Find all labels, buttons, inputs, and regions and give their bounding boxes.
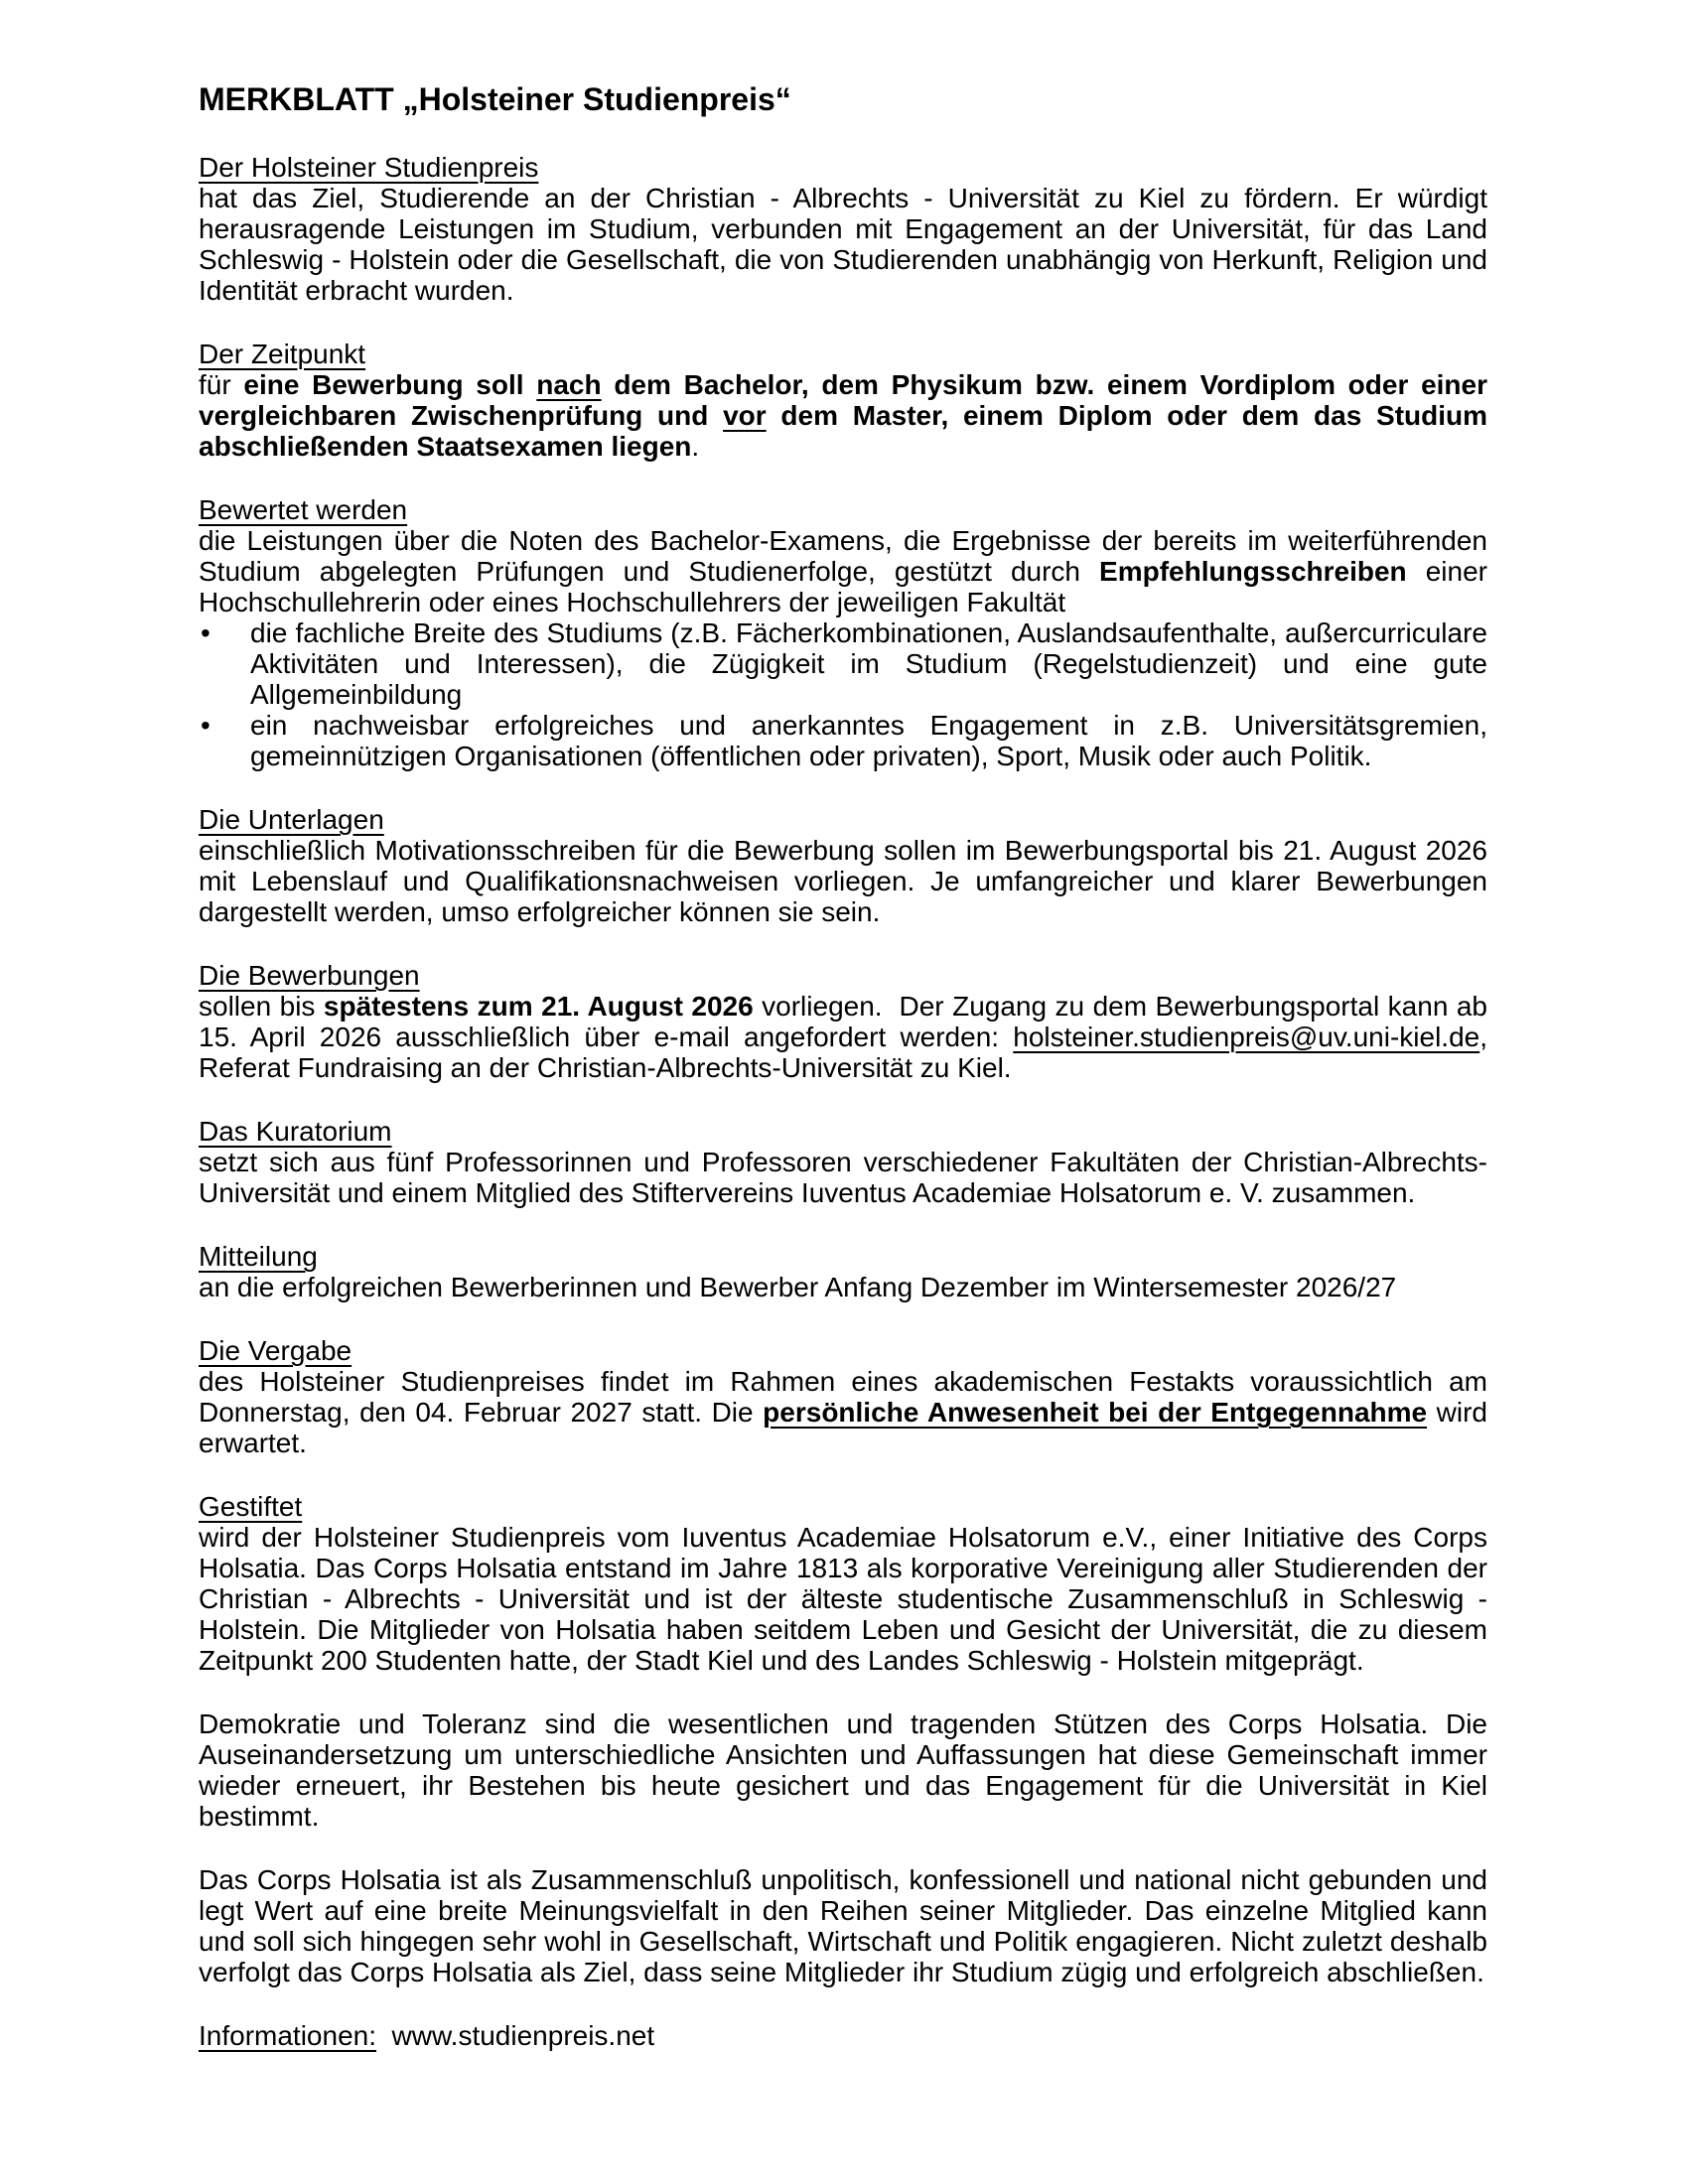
section-heading xyxy=(199,1241,1487,1272)
section xyxy=(199,339,1487,462)
document-content xyxy=(199,152,1487,2051)
section xyxy=(199,1241,1487,1302)
section-heading-text: Der Holsteiner Studienpreis xyxy=(199,152,539,183)
section-heading xyxy=(199,339,1487,369)
section xyxy=(199,804,1487,927)
paragraph xyxy=(199,183,1487,306)
text-run: wird der Holsteiner Studienpreis vom Iuventus Academiae Holsatorum e.V., einer Initiative des Corps Holsatia. Das Corps Holsatia entstand im Jahre 1813 als korporative Vereinigung aller Studierenden der Christian - Albrechts - Universität und ist der älteste studentische Zusammenschluß in Schleswig - Holstein. Die Mitglieder von Holsatia haben seitdem Leben und Gesicht der Universität, die zu diesem Zeitpunkt 200 Studenten hatte, der Stadt Kiel und des Landes Schleswig - Holstein mitgeprägt. xyxy=(199,1522,1487,1676)
bullet-list xyxy=(199,617,1487,771)
text-run: einschließlich Motivationsschreiben für die Bewerbung sollen im Bewerbungsportal bis 21. August 2026 mit Lebenslauf und Qualifikationsnachweisen vorliegen. Je umfangreicher und klarer Bewerbungen dargestellt werden, umso erfolgreicher können sie sein. xyxy=(199,835,1487,927)
paragraph xyxy=(199,1147,1487,1208)
text-run: eine Bewerbung soll xyxy=(243,369,537,400)
text-run: wird erwartet. xyxy=(199,1397,1487,1458)
paragraph xyxy=(199,1366,1487,1458)
text-run: Demokratie und Toleranz sind die wesentlichen und tragenden Stützen des Corps Holsatia. Die Auseinandersetzung um unterschiedliche Ansichten und Auffassungen hat diese Gemeinschaft immer wieder erneuert, ihr Bestehen bis heute gesichert und das Engagement für die Universität in Kiel bestimmt. xyxy=(199,1708,1487,1832)
section-heading xyxy=(199,1116,1487,1147)
text-run: sollen bis xyxy=(199,991,324,1022)
bullet-item xyxy=(199,617,1487,710)
paragraph-block xyxy=(199,1708,1487,1832)
text-run: nach xyxy=(536,369,602,400)
paragraph-block xyxy=(199,1864,1487,1987)
section xyxy=(199,152,1487,306)
email-link[interactable]: holsteiner.studienpreis@uv.uni-kiel.de xyxy=(1013,1022,1480,1052)
text-run: die Leistungen über die Noten des Bachelor-Examens, die Ergebnisse der bereits im weiterführenden Studium abgelegten Prüfungen und Studienerfolge, gestützt durch xyxy=(199,525,1487,587)
paragraph xyxy=(199,1708,1487,1832)
text-run: vor xyxy=(723,400,767,431)
section-heading-text: Gestiftet xyxy=(199,1491,303,1522)
section-heading-text: Die Bewerbungen xyxy=(199,960,420,991)
paragraph xyxy=(199,1522,1487,1676)
text-run: Das Corps Holsatia ist als Zusammenschluß unpolitisch, konfessionell und national nicht gebunden und legt Wert auf eine breite Meinungsvielfalt in den Reihen seiner Mitglieder. Das einzelne Mitglied kann und soll sich hingegen sehr wohl in Gesellschaft, Wirtschaft und Politik engagieren. Nicht zuletzt deshalb verfolgt das Corps Holsatia als Ziel, dass seine Mitglieder ihr Studium zügig und erfolgreich abschließen. xyxy=(199,1864,1487,1987)
text-run: Empfehlungsschreiben xyxy=(1099,556,1407,587)
document-page xyxy=(199,79,1487,2051)
section-heading xyxy=(199,960,1487,991)
text-run: spätestens zum 21. August 2026 xyxy=(323,991,754,1022)
paragraph xyxy=(199,2020,1487,2051)
section-heading xyxy=(199,1335,1487,1366)
text-run: , Referat Fundraising an der Christian-Albrechts-Universität zu Kiel. xyxy=(199,1022,1487,1083)
section-heading-text: Die Unterlagen xyxy=(199,804,384,835)
paragraph xyxy=(199,1864,1487,1987)
paragraph xyxy=(199,525,1487,617)
text-run: hat das Ziel, Studierende an der Christian - Albrechts - Universität zu Kiel zu fördern. Er würdigt herausragende Leistungen im Studium, verbunden mit Engagement an der Universität, für das Land Schleswig - Holstein oder die Gesellschaft, die von Studierenden unabhängig von Herkunft, Religion und Identität erbracht wurden. xyxy=(199,183,1487,306)
section xyxy=(199,1116,1487,1208)
paragraph-block xyxy=(199,2020,1487,2051)
paragraph xyxy=(199,369,1487,462)
text-run: die fachliche Breite des Studiums (z.B. Fächerkombinationen, Auslandsaufenthalte, außercurriculare Aktivitäten und Interessen), die Zügigkeit im Studium (Regelstudienzeit) und eine gute Allgemeinbildung xyxy=(250,617,1487,710)
text-run: ein nachweisbar erfolgreiches und anerkanntes Engagement in z.B. Universitätsgremien, gemeinnützigen Organisationen (öffentlichen oder privaten), Sport, Musik oder auch Politik. xyxy=(250,710,1487,771)
text-run: . xyxy=(691,431,700,462)
paragraph xyxy=(199,835,1487,927)
section-heading xyxy=(199,494,1487,525)
section xyxy=(199,1491,1487,1676)
section-heading xyxy=(199,804,1487,835)
text-run: an die erfolgreichen Bewerberinnen und Bewerber Anfang Dezember im Wintersemester 2026/27 xyxy=(199,1272,1397,1302)
section-heading-text: Der Zeitpunkt xyxy=(199,339,366,369)
section-heading xyxy=(199,1491,1487,1522)
text-run: für xyxy=(199,369,244,400)
bullet-item xyxy=(199,710,1487,771)
text-run: dem Bachelor, dem Physikum bzw. einem Vordiplom oder einer vergleichbaren Zwischenprüfung und xyxy=(199,369,1487,431)
section xyxy=(199,960,1487,1083)
text-run: dem Master, einem Diplom oder dem das Studium abschließenden Staatsexamen liegen xyxy=(199,400,1487,462)
section-heading-text: Das Kuratorium xyxy=(199,1116,392,1147)
document-title: MERKBLATT „Holsteiner Studienpreis“ xyxy=(199,81,791,117)
section-heading-text: Mitteilung xyxy=(199,1241,318,1272)
website-url: www.studienpreis.net xyxy=(376,2020,655,2051)
informationen-label: Informationen: xyxy=(199,2020,376,2051)
text-run: setzt sich aus fünf Professorinnen und Professoren verschiedener Fakultäten der Christian-Albrechts-Universität und einem Mitglied des Stiftervereins Iuventus Academiae Holsatorum e. V. zusammen. xyxy=(199,1147,1487,1208)
section xyxy=(199,494,1487,771)
text-run: einer Hochschullehrerin oder eines Hochschullehrers der jeweiligen Fakultät xyxy=(199,556,1487,617)
section-heading xyxy=(199,152,1487,183)
section xyxy=(199,1335,1487,1458)
paragraph xyxy=(199,991,1487,1083)
text-run: vorliegen. Der Zugang zu dem Bewerbungsportal kann ab 15. April 2026 ausschließlich über e-mail angefordert werden: xyxy=(199,991,1488,1052)
paragraph xyxy=(199,1272,1487,1302)
section-heading-text: Bewertet werden xyxy=(199,494,408,525)
text-run: persönliche Anwesenheit bei der Entgegennahme xyxy=(763,1397,1428,1428)
text-run: des Holsteiner Studienpreises findet im Rahmen eines akademischen Festakts voraussichtlich am Donnerstag, den 04. Februar 2027 statt. Die xyxy=(199,1366,1487,1428)
section-heading-text: Die Vergabe xyxy=(199,1335,352,1366)
